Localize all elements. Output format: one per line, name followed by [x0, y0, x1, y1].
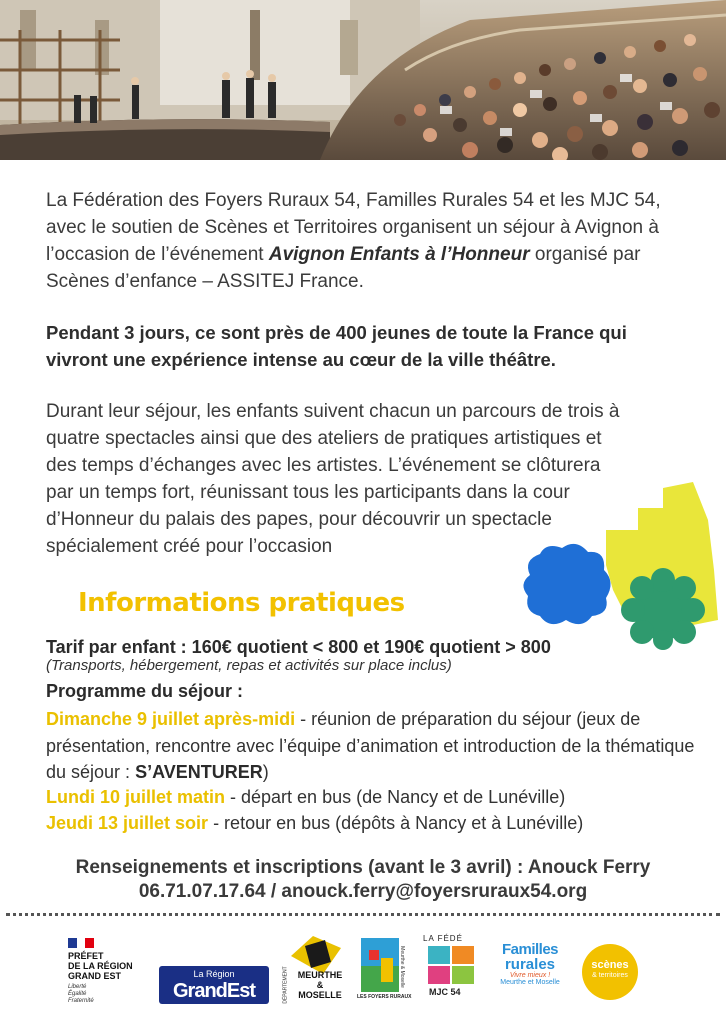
day2-text: - départ en bus (de Nancy et de Lunéville): [225, 787, 566, 807]
familles-line1: Familles: [501, 941, 559, 958]
tarif-text: Tarif par enfant : 160€ quotient < 800 et 190€ quotient > 800: [46, 637, 551, 657]
prefet-line2: DE LA RÉGION: [68, 961, 133, 971]
region-top: La Région: [193, 969, 235, 979]
description-paragraph: Durant leur séjour, les enfants suivent chacun un parcours de trois à quatre spectacles ainsi que des ateliers de pratiques artistiques et des temps d’échanges avec les artistes. L’événement se clôturera par un temps fort, réunissant tous les participants dans la cour d’Honneur du palais des papes, pour découvrir un spectacle spécialement créé pour l’occasion: [46, 401, 620, 557]
highlight-paragraph: Pendant 3 jours, ce sont près de 400 jeunes de toute la France qui vivront une expérience intense au cœur de la ville théâtre.: [46, 322, 627, 370]
motto-2: Égalité: [68, 991, 87, 997]
partner-logos: [0, 930, 726, 1024]
info-heading: Informations pratiques: [78, 588, 405, 618]
day3-label: Jeudi 13 juillet soir: [46, 813, 209, 833]
programme-label-text: Programme du séjour :: [46, 681, 244, 701]
prefet-logo: [68, 938, 150, 1005]
intro-text: La Fédération des Foyers Ruraux 54, Familles Rurales 54 et les MJC 54, avec le soutien de Scènes et Territoires organisent un séjour à Avignon à l’occasion de l’événement: [46, 190, 661, 265]
intro-text-end: organisé par Scènes d’enfance – ASSITEJ France.: [46, 244, 641, 292]
day1-label: Dimanche 9 juillet après-midi: [46, 709, 296, 729]
region-main: GrandEst: [172, 980, 256, 1002]
decorative-shapes: [518, 480, 726, 650]
motto-3: Fraternité: [68, 998, 94, 1004]
day3-text: - retour en bus (dépôts à Nancy et à Lunéville): [208, 813, 584, 833]
fede-bottom: MJC 54: [429, 987, 461, 997]
foyers-text: LES FOYERS RURAUX: [357, 994, 412, 1000]
programme-day1: [46, 706, 706, 786]
contact-line1: Renseignements et inscriptions (avant le 3 avril) : Anouck Ferry: [75, 857, 651, 878]
flag-icon: [68, 938, 94, 948]
familles-line2: rurales: [504, 956, 556, 973]
familles-sub: Meurthe et Moselle: [500, 979, 560, 986]
tarif-note: (Transports, hébergement, repas et activités sur place inclus): [46, 657, 452, 674]
prefet-line1: PRÉFET: [68, 951, 104, 961]
familles-tag: Vivre mieux !: [509, 972, 551, 979]
event-name: Avignon Enfants à l’Honneur: [268, 244, 530, 265]
foyers-side: Meurthe & Moselle: [398, 946, 405, 988]
region-grand-est-logo: [159, 966, 269, 1004]
familles-rurales-logo: [495, 942, 565, 1006]
day2-label: Lundi 10 juillet matin: [46, 787, 226, 807]
day1-text: - réunion de préparation du séjour (jeux de présentation, rencontre avec l’équipe d’animation et introduction de la thématique du séjour :: [46, 709, 695, 782]
hero-photo: [0, 0, 726, 160]
meurthe-line3: MOSELLE: [298, 990, 342, 1000]
contact-line2[interactable]: 06.71.07.17.64 / anouck.ferry@foyersruraux54.org: [138, 881, 588, 902]
programme-day3: [46, 811, 706, 836]
day1-end: ): [262, 762, 269, 782]
meurthe-moselle-logo: [282, 934, 343, 1006]
programme-day2: [46, 785, 706, 810]
meurthe-line2: &: [316, 980, 324, 990]
scenes-line2: & territoires: [592, 972, 628, 979]
meurthe-side: DÉPARTEMENT: [282, 966, 289, 1004]
intro-paragraph: [46, 187, 686, 295]
prefet-line3: GRAND EST: [68, 971, 122, 981]
scenes-territoires-logo: [582, 944, 638, 1000]
meurthe-line1: MEURTHE: [297, 970, 343, 980]
scenes-line1: scènes: [591, 959, 629, 971]
fede-top: LA FÉDÉ: [423, 934, 463, 943]
foyers-ruraux-logo: [357, 936, 412, 1004]
fede-mjc-logo: [423, 934, 479, 1006]
day1-theme: S’AVENTURER: [135, 762, 263, 782]
motto-1: Liberté: [68, 984, 87, 990]
programme-label: [46, 679, 706, 704]
dotted-divider: [6, 913, 720, 916]
